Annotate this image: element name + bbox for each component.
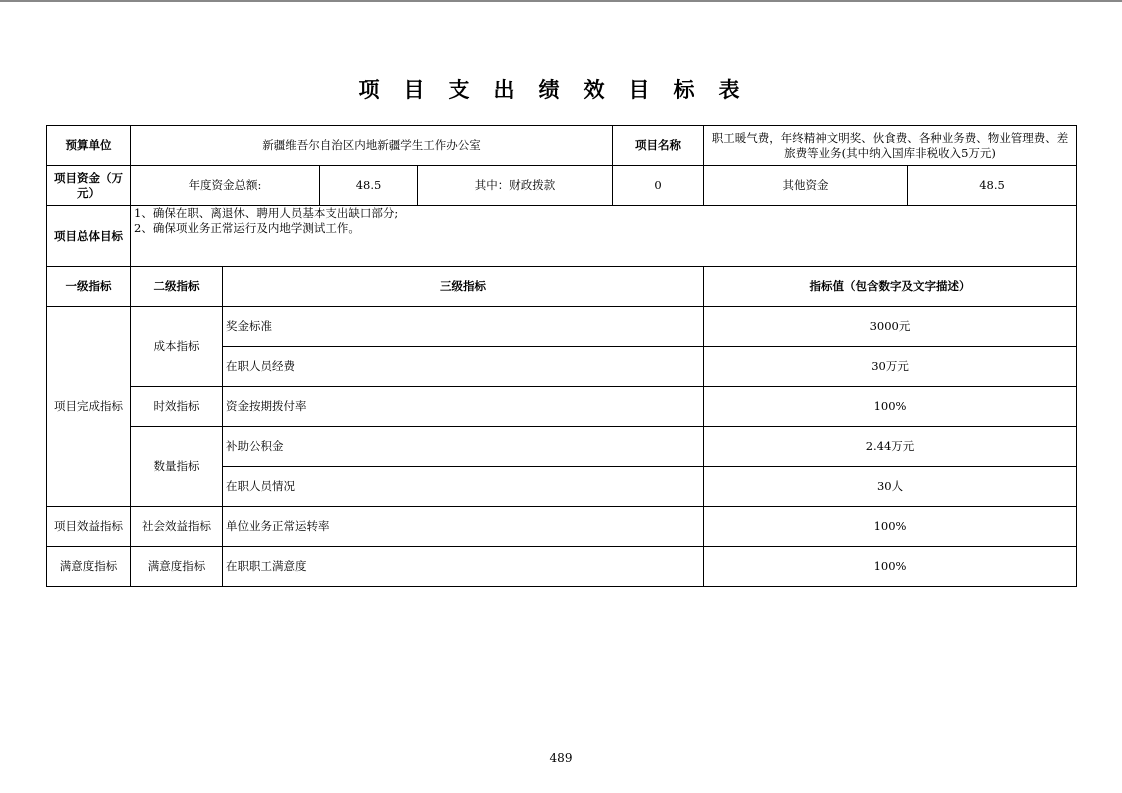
funds-row bbox=[47, 166, 1077, 206]
goal-text bbox=[131, 206, 1077, 267]
goal-row bbox=[47, 206, 1077, 267]
indicator-value: 30人 bbox=[704, 467, 1077, 507]
level3-name: 补助公积金 bbox=[223, 427, 704, 467]
level3-name: 在职人员情况 bbox=[223, 467, 704, 507]
funds-total-value: 48.5 bbox=[320, 166, 418, 206]
funds-other-label: 其他资金 bbox=[704, 166, 908, 206]
unit-label: 预算单位 bbox=[47, 126, 131, 166]
project-name-label: 项目名称 bbox=[613, 126, 704, 166]
level1-benefit: 项目效益指标 bbox=[47, 507, 131, 547]
goal-line-2: 2、确保项业务正常运行及内地学测试工作。 bbox=[134, 221, 360, 235]
unit-row bbox=[47, 126, 1077, 166]
col-level3: 三级指标 bbox=[223, 267, 704, 307]
indicator-value: 2.44万元 bbox=[704, 427, 1077, 467]
funds-other-value: 48.5 bbox=[908, 166, 1077, 206]
level3-name: 奖金标准 bbox=[223, 307, 704, 347]
goal-line-1: 1、确保在职、离退休、聘用人员基本支出缺口部分; bbox=[134, 206, 399, 220]
funds-fiscal-label: 其中：财政拨款 bbox=[418, 166, 613, 206]
table-row bbox=[47, 307, 1077, 347]
project-name-value: 职工暖气费，年终精神文明奖、伙食费、各种业务费、物业管理费、差旅费等业务(其中纳入国库非税收入5万元) bbox=[704, 126, 1077, 166]
column-header-row bbox=[47, 267, 1077, 307]
level2-satisfaction: 满意度指标 bbox=[131, 547, 223, 587]
performance-table bbox=[46, 125, 1077, 587]
page-title: 项目支出绩效目标表 bbox=[358, 78, 764, 102]
level3-name: 在职职工满意度 bbox=[223, 547, 704, 587]
level3-name: 资金按期拨付率 bbox=[223, 387, 704, 427]
indicator-value: 100% bbox=[704, 507, 1077, 547]
indicator-value: 30万元 bbox=[704, 347, 1077, 387]
funds-total-label: 年度资金总额: bbox=[131, 166, 320, 206]
goal-label: 项目总体目标 bbox=[47, 206, 131, 267]
level3-name: 单位业务正常运转率 bbox=[223, 507, 704, 547]
unit-value: 新疆维吾尔自治区内地新疆学生工作办公室 bbox=[131, 126, 613, 166]
level2-quantity: 数量指标 bbox=[131, 427, 223, 507]
col-level2: 二级指标 bbox=[131, 267, 223, 307]
table-row bbox=[47, 427, 1077, 467]
funds-label: 项目资金（万元） bbox=[47, 166, 131, 206]
indicator-value: 100% bbox=[704, 387, 1077, 427]
table-row bbox=[47, 507, 1077, 547]
level3-name: 在职人员经费 bbox=[223, 347, 704, 387]
level2-cost: 成本指标 bbox=[131, 307, 223, 387]
table-row bbox=[47, 387, 1077, 427]
level2-social-benefit: 社会效益指标 bbox=[131, 507, 223, 547]
col-level1: 一级指标 bbox=[47, 267, 131, 307]
level1-completion: 项目完成指标 bbox=[47, 307, 131, 507]
level2-timeliness: 时效指标 bbox=[131, 387, 223, 427]
col-value: 指标值（包含数字及文字描述） bbox=[704, 267, 1077, 307]
level1-satisfaction: 满意度指标 bbox=[47, 547, 131, 587]
top-rule bbox=[0, 0, 1122, 2]
indicator-value: 3000元 bbox=[704, 307, 1077, 347]
funds-fiscal-value: 0 bbox=[613, 166, 704, 206]
indicator-value: 100% bbox=[704, 547, 1077, 587]
table-row bbox=[47, 547, 1077, 587]
page-number: 489 bbox=[549, 751, 573, 765]
